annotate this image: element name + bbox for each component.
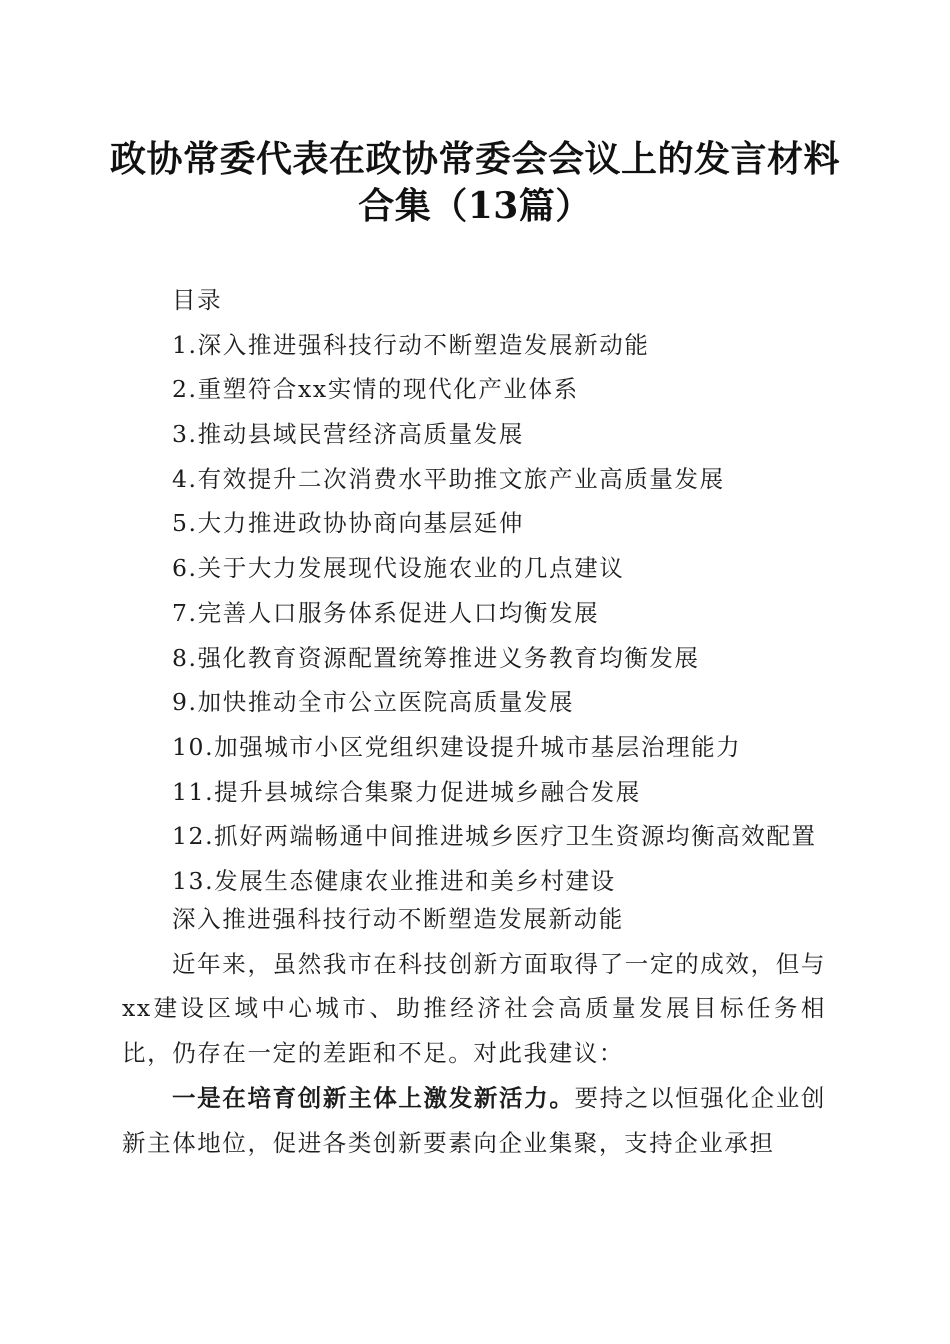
toc-item: 9.加快推动全市公立医院高质量发展 — [172, 688, 575, 717]
document-title — [110, 136, 840, 230]
toc-item: 11.提升县城综合集聚力促进城乡融合发展 — [172, 777, 641, 806]
paragraph — [122, 1076, 826, 1165]
toc-item: 5.大力推进政协协商向基层延伸 — [172, 509, 524, 538]
toc-item: 12.抓好两端畅通中间推进城乡医疗卫生资源均衡高效配置 — [172, 822, 817, 851]
toc-item: 13.发展生态健康农业推进和美乡村建设 — [172, 866, 616, 895]
toc-item: 3.推动县域民营经济高质量发展 — [172, 420, 524, 449]
toc-heading: 目录 — [172, 286, 223, 314]
paragraph-lead-bold: 一是在培育创新主体上激发新活力。 — [172, 1083, 575, 1112]
toc-item: 2.重塑符合xx实情的现代化产业体系 — [172, 375, 579, 404]
toc-item: 7.完善人口服务体系促进人口均衡发展 — [172, 598, 600, 627]
paragraph-text: 要持之以恒强化企业创新主体地位，促进各类创新要素向企业集聚，支持企业承担 — [122, 1083, 827, 1157]
toc-item: 4.有效提升二次消费水平助推文旅产业高质量发展 — [172, 464, 725, 493]
document-body — [122, 897, 826, 1165]
toc-item: 8.强化教育资源配置统筹推进义务教育均衡发展 — [172, 643, 700, 672]
toc-list — [172, 323, 852, 904]
toc-item: 10.加强城市小区党组织建设提升城市基层治理能力 — [172, 732, 742, 761]
table-of-contents — [172, 278, 852, 904]
title-line-1: 政协常委代表在政协常委会会议上的发言材料 — [110, 138, 841, 180]
toc-item: 6.关于大力发展现代设施农业的几点建议 — [172, 554, 625, 583]
toc-item: 1.深入推进强科技行动不断塑造发展新动能 — [172, 330, 650, 359]
paragraph: 近年来，虽然我市在科技创新方面取得了一定的成效，但与xx建设区域中心城市、助推经济社会高质量发展目标任务相比，仍存在一定的差距和不足。对此我建议： — [122, 949, 826, 1068]
title-line-2: 合集（13篇） — [358, 185, 592, 227]
section-title: 深入推进强科技行动不断塑造发展新动能 — [172, 905, 624, 933]
